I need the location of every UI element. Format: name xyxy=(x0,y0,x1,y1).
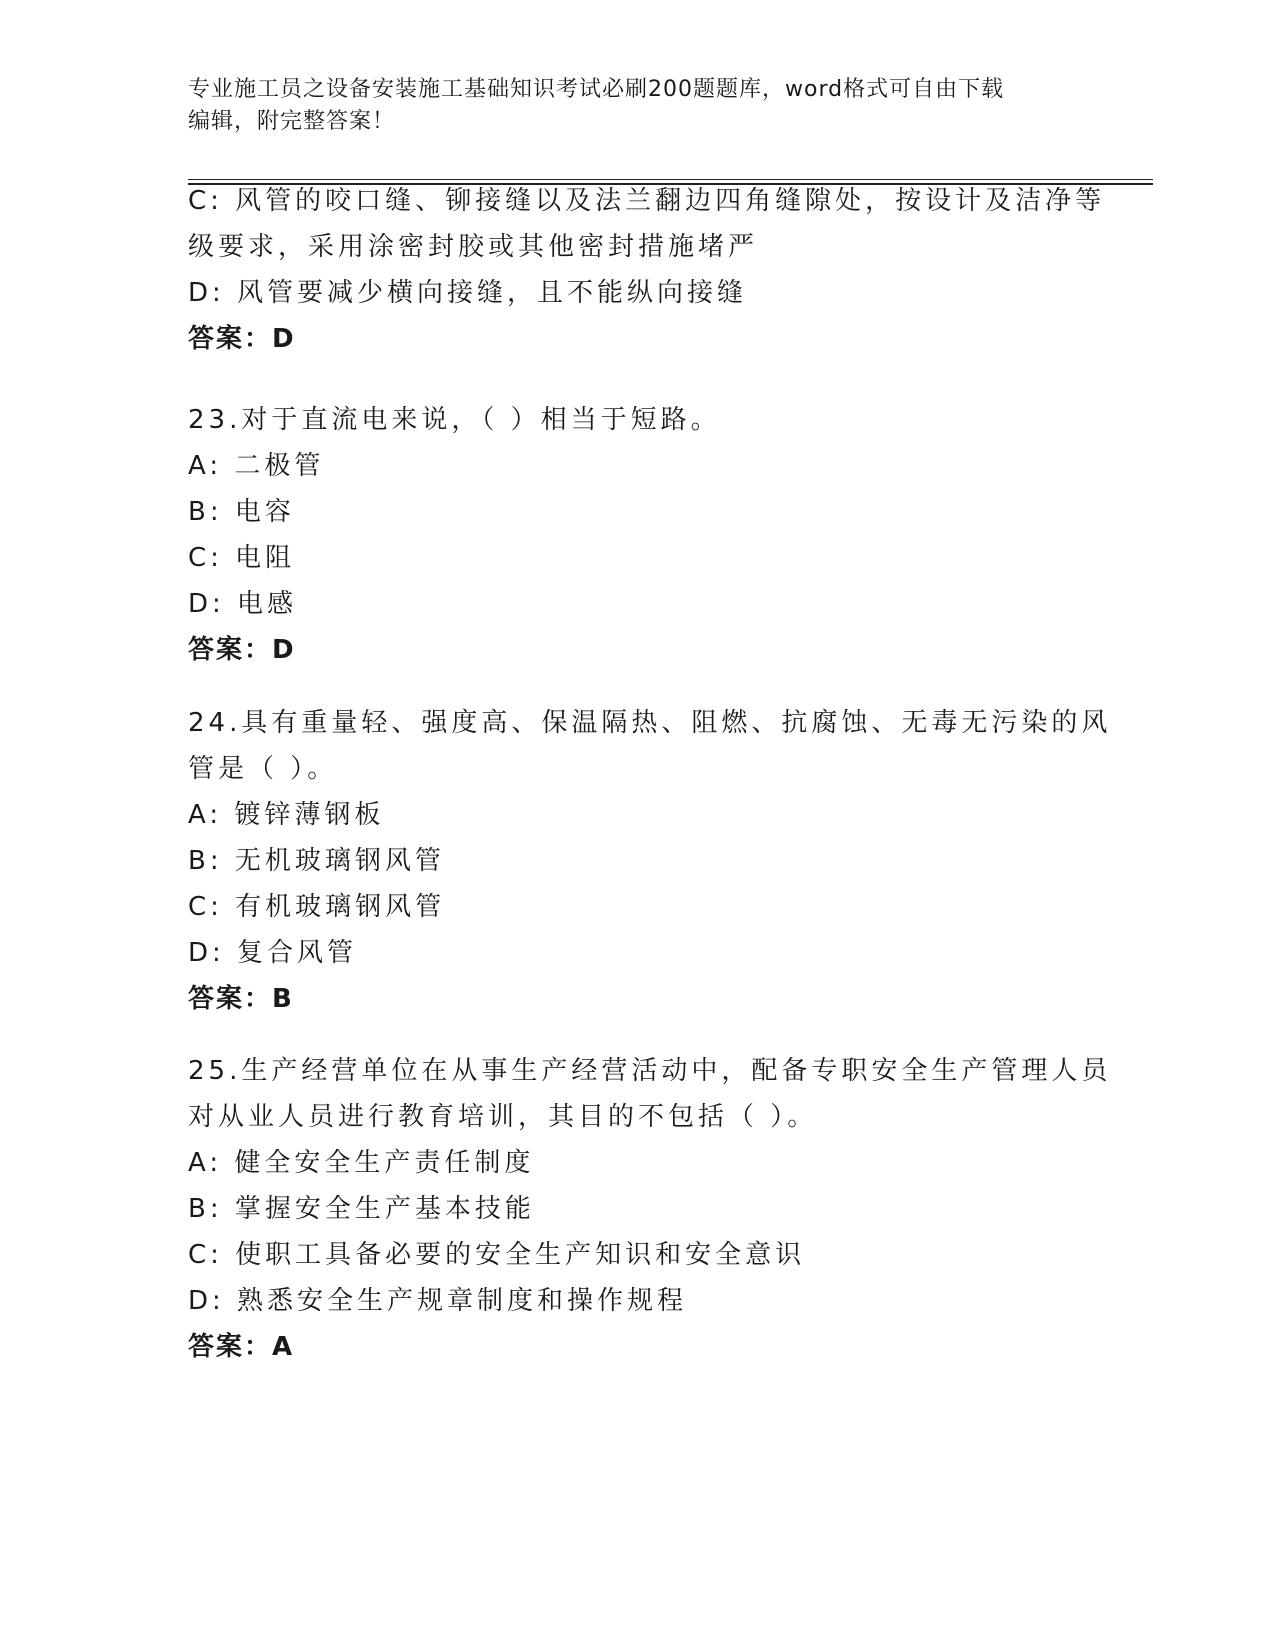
option-a: A: 镀锌薄钢板 xyxy=(188,800,385,830)
question-stem: 23.对于直流电来说，（ ）相当于短路。 xyxy=(188,405,721,435)
question-stem-line-2: 管是（ ）。 xyxy=(188,754,338,784)
option-d: D: 电感 xyxy=(188,589,298,619)
answer: 答案：D xyxy=(188,635,296,665)
option-a: A: 二极管 xyxy=(188,451,325,481)
question-22-continued xyxy=(188,178,1106,362)
option-c: C: 电阻 xyxy=(188,543,296,573)
header-title-line-2: 编辑，附完整答案！ xyxy=(188,109,396,134)
question-24 xyxy=(188,700,1112,1022)
question-stem-line-1: 25.生产经营单位在从事生产经营活动中，配备专职安全生产管理人员 xyxy=(188,1056,1112,1086)
answer: 答案：A xyxy=(188,1332,295,1362)
page-header xyxy=(188,74,1068,138)
option-c-line-2: 级要求，采用涂密封胶或其他密封措施堵严 xyxy=(188,232,759,262)
question-23 xyxy=(188,397,1088,673)
option-c: C: 使职工具备必要的安全生产知识和安全意识 xyxy=(188,1240,806,1270)
question-25 xyxy=(188,1048,1112,1370)
header-title-line-1: 专业施工员之设备安装施工基础知识考试必刷200题题库，word格式可自由下载 xyxy=(188,77,1005,102)
option-b: B: 无机玻璃钢风管 xyxy=(188,846,445,876)
answer: 答案：B xyxy=(188,984,294,1014)
option-b: B: 掌握安全生产基本技能 xyxy=(188,1194,535,1224)
question-stem-line-1: 24.具有重量轻、强度高、保温隔热、阻燃、抗腐蚀、无毒无污染的风 xyxy=(188,708,1112,738)
option-a: A: 健全安全生产责任制度 xyxy=(188,1148,535,1178)
option-c: C: 有机玻璃钢风管 xyxy=(188,892,446,922)
option-d: D: 熟悉安全生产规章制度和操作规程 xyxy=(188,1286,688,1316)
question-stem-line-2: 对从业人员进行教育培训，其目的不包括（ ）。 xyxy=(188,1102,818,1132)
answer: 答案：D xyxy=(188,324,296,354)
option-d: D: 风管要减少横向接缝，且不能纵向接缝 xyxy=(188,278,748,308)
option-b: B: 电容 xyxy=(188,497,295,527)
option-d: D: 复合风管 xyxy=(188,938,358,968)
option-c-line-1: C: 风管的咬口缝、铆接缝以及法兰翻边四角缝隙处，按设计及洁净等 xyxy=(188,186,1106,216)
